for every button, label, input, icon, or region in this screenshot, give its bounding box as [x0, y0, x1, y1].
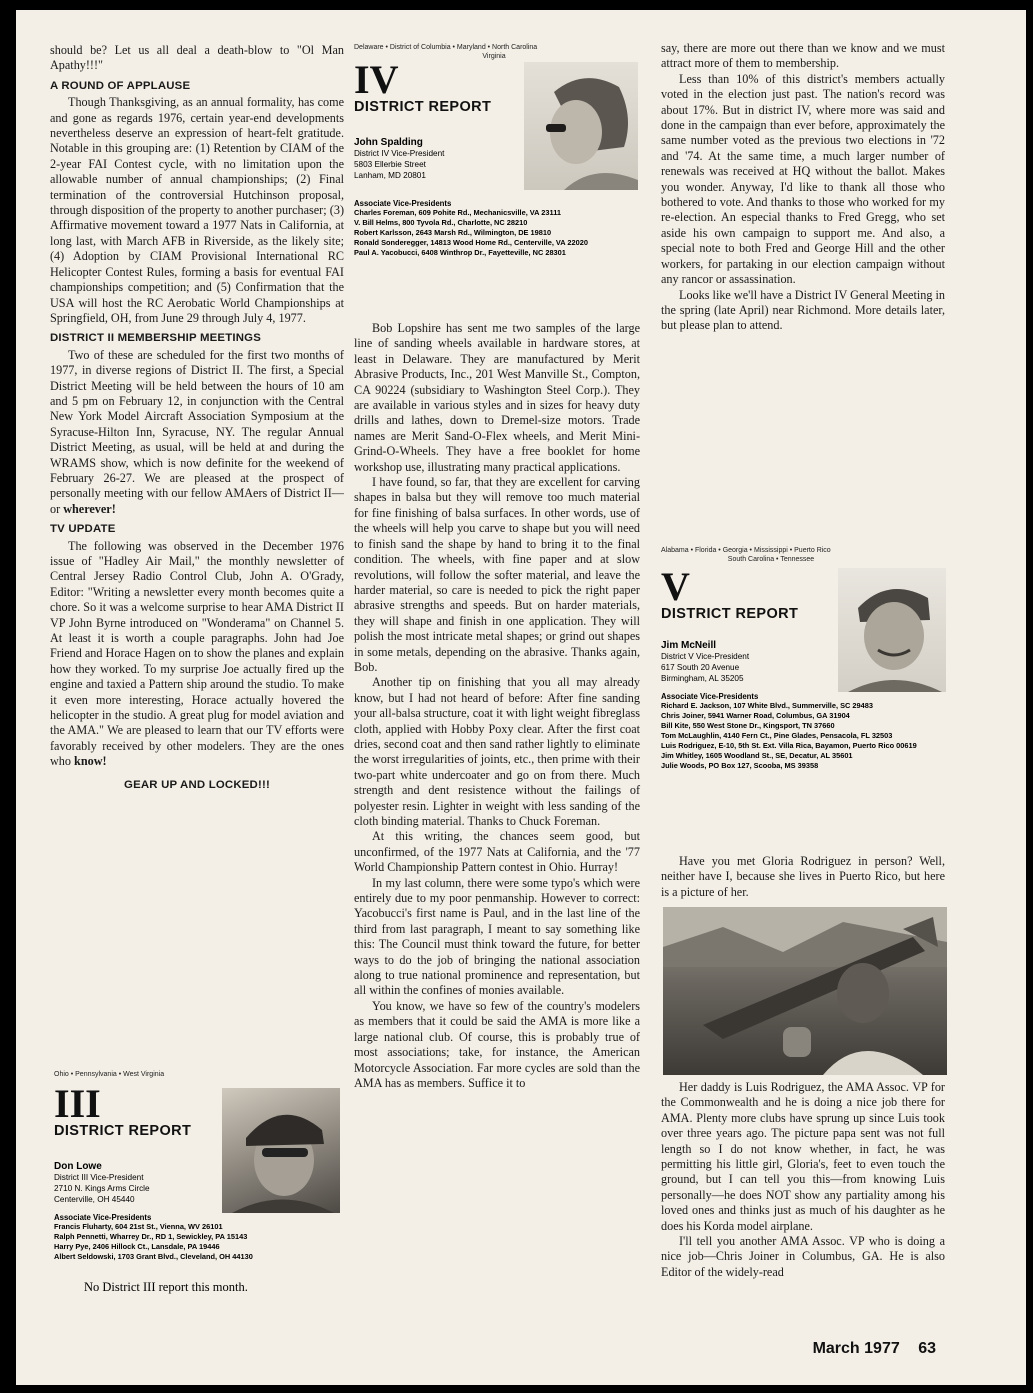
district-4-assoc-vp: Ronald Sonderegger, 14813 Wood Home Rd., Centerville, VA 22020 — [354, 238, 588, 247]
column-2 — [354, 321, 640, 1091]
district-3-assoc-heading: Associate Vice-Presidents — [54, 1213, 152, 1222]
district-4-vp-address: 5803 Ellerbie Street — [354, 160, 426, 169]
district-4-states: Delaware • District of Columbia • Maryland • North Carolina — [354, 44, 538, 51]
paragraph: Another tip on finishing that you all may already know, but I had not heard of before: After fine sanding your all-balsa structure, coat it with light weight fibreglass cloth, applied with Hobby Poxy clear. After the first coat dries, second coat and then sand rather lightly to eliminate the worst irregularities of joints, etc., then prime with their two-part white undercoater and go on from there. Much strength and dent resistence without the failings of polyester resin. Lighter in weight with less sanding of the cloth binding material. Thanks to Chuck Foreman. — [354, 675, 640, 828]
paragraph: I have found, so far, that they are excellent for carving shapes in balsa but they will remove too much material for fine finishing of balsa surfaces. In other words, use of the wheels will help you carve to shape but you will need to finish sand the shape by hand to bring it to the final condition. The wheels, with fine paper and at slow revolutions, will follow the softer material, and leave the harder material, so care is needed to pick the right paper abrasive strengths and speeds. But on harder materials, they will shape and finish in one application. They will polish the most intricate metal shapes; or grind out shapes in some metals, depending on the abrasive. Thanks again, Bob. — [354, 475, 640, 674]
gloria-rodriguez-photo — [663, 907, 947, 1075]
district-5-states: Alabama • Florida • Georgia • Mississippi • Puerto Rico — [661, 547, 831, 554]
district-3-assoc-vp: Albert Seldowski, 1703 Grant Blvd., Cleveland, OH 44130 — [54, 1252, 253, 1261]
district-5-assoc-vp: Richard E. Jackson, 107 White Blvd., Summerville, SC 29483 — [661, 701, 873, 710]
district-5-vp-photo — [838, 568, 946, 692]
heading-tv-update: TV UPDATE — [50, 523, 116, 536]
district-4-vp-role: District IV Vice-President — [354, 149, 445, 158]
paragraph: You know, we have so few of the country's modelers as members that it could be said the AMA is more like a large national club. Of course, this is probably true of most associations; take, for instance, the American Motorcycle Association. Far more cycles are sold than the AMA has as members. Suffice it to — [354, 998, 640, 1090]
paragraph: Looks like we'll have a District IV General Meeting in the spring (late April) near Richmond. More details later, but please plan to attend. — [661, 287, 945, 333]
district-3-states: Ohio • Pennsylvania • West Virginia — [54, 1071, 165, 1078]
paragraph: Less than 10% of this district's members actually voted in the election just past. The nation's record was about 17%. But in district IV, where more was said and done in the campaign than ever before, approximately the same number voted as the previous two elections in '72 and '74. At the same time, a much larger number of renewals was received at HQ without the ballot. Makes you wonder. Anyway, I'd like to thank all those who bothered to vote. And thanks to those who worked for my re-election. An especial thanks to Fred Gregg, who set aside his own campaign to support me. And also, a special note to both Fred and George Hill and the other workers, for partaking in our election campaign without any rancor or assassination. — [661, 71, 945, 287]
column-3-bottom — [661, 854, 945, 900]
paragraph — [50, 539, 344, 770]
paragraph: Bob Lopshire has sent me two samples of the large line of sanding wheels available in hardware stores, at least in Delaware. They are manufactured by Merit Abrasive Products, Inc., 201 West Manville St., Compton, CA 90224 (subsidiary to Washington Steel Corp.). They are available in various styles and in sizes for heavy duty drills and lathes, down to Dremel-size motors. Trade names are Merit Sand-O-Flex wheels, and Merit Mini-Grind-O-Wheels. They have a free booklet for home workshop use, illustrating many practical applications. — [354, 321, 640, 474]
paragraph: say, there are more out there than we know and we must attract more of them to membership. — [661, 41, 945, 71]
paragraph: In my last column, there were some typo's which were entirely due to my poor penmanship. However to correct: Yacobucci's first name is Paul, and in the last line of the third from last paragraph, I meant to say something like this: The Council must think toward the future, for better ways to do the job of bringing the national association along to true national prominence and representation, but all within the confines of monies available. — [354, 875, 640, 998]
heading-round-of-applause: A ROUND OF APPLAUSE — [50, 79, 191, 92]
district-4-assoc-vp: Charles Foreman, 609 Pohite Rd., Mechanicsville, VA 23111 — [354, 208, 562, 217]
photo-girl-with-model-airplane — [663, 907, 947, 1075]
district-3-assoc-vp: Harry Pye, 2406 Hillock Ct., Lansdale, PA 19446 — [54, 1242, 220, 1251]
district-5-numeral: V — [661, 564, 690, 609]
district-4-vp-city: Lanham, MD 20801 — [354, 171, 426, 180]
district-4-assoc-vp: Paul A. Yacobucci, 6408 Winthrop Dr., Fayetteville, NC 28301 — [354, 248, 566, 257]
district-4-numeral: IV — [354, 57, 399, 102]
intro-paragraph: should be? Let us all deal a death-blow to "Ol Man Apathy!!!" — [50, 43, 344, 73]
district-5-assoc-vp: Julie Woods, PO Box 127, Scooba, MS 39358 — [661, 761, 819, 770]
paragraph: At this writing, the chances seem good, but unconfirmed, of the 1977 Nats at California, and the '77 World Championship Pattern contest in Ohio. Hurray! — [354, 829, 640, 875]
district-3-numeral: III — [54, 1081, 101, 1126]
district-4-assoc-vp: V. Bill Helms, 800 Tyvola Rd., Charlotte, NC 28210 — [354, 218, 528, 227]
heading-membership-meetings: DISTRICT II MEMBERSHIP MEETINGS — [50, 332, 262, 345]
portrait-smiling-man — [838, 568, 946, 692]
paragraph-emphasis: know! — [74, 754, 107, 769]
district-3-vp-role: District III Vice-President — [54, 1173, 144, 1182]
district-3-note: No District III report this month. — [84, 1280, 248, 1294]
column-3-end — [661, 1080, 945, 1280]
district-3-assoc-vp: Ralph Pennetti, Wharrey Dr., RD 1, Sewickley, PA 15143 — [54, 1232, 248, 1241]
district-5-assoc-heading: Associate Vice-Presidents — [661, 692, 759, 701]
issue-date: March 1977 — [812, 1340, 900, 1357]
district-5-vp-role: District V Vice-President — [661, 652, 750, 661]
district-3-vp-address: 2710 N. Kings Arms Circle — [54, 1184, 150, 1193]
paragraph: I'll tell you another AMA Assoc. VP who is doing a nice job—Chris Joiner in Columbus, GA. He is also Editor of the widely-read — [661, 1234, 945, 1279]
district-5-assoc-vp: Jim Whitley, 1605 Woodland St., SE, Decatur, AL 35601 — [661, 751, 853, 760]
district-5-assoc-vp: Chris Joiner, 5941 Warner Road, Columbus, GA 31904 — [661, 711, 850, 720]
portrait-man-profile — [524, 62, 638, 190]
portrait-capped-man — [222, 1088, 340, 1213]
district-3-vp-photo — [222, 1088, 340, 1213]
district-3-title: DISTRICT REPORT — [54, 1123, 192, 1139]
district-3-vp-city: Centerville, OH 45440 — [54, 1195, 135, 1204]
district-3-assoc-vp: Francis Fluharty, 604 21st St., Vienna, WV 26101 — [54, 1222, 223, 1231]
district-5-assoc-vp: Bill Kite, 550 West Stone Dr., Kingsport, TN 37660 — [661, 721, 835, 730]
district-4-vp-name: John Spalding — [354, 137, 423, 148]
column-3-top — [661, 41, 945, 334]
paragraph: Though Thanksgiving, as an annual formality, has come and gone as regards 1976, certain year-end developments nevertheless deserve an expression of heart-felt gratitude. Notable in this grouping are: (1) Retention by CIAM of the 2-year FAI Contest cycle, with no limitation upon the allowable number of annual championships; (2) Final termination of the controversial Hutchinson proposal, through disposition of the property to another purchaser; (3) Affirmative movement toward a 1977 Nats in California, at long last, with March AFB in Riverside, as the likely site; (4) Adoption by CIAM Provisional International RC Helicopter Contest Rules, forming a basis for eventual FAI championships competition; and (5) Confirmation that the USA will host the RC Aerobatic World Championships at Springfield, OH, from June 29 through July 4, 1977. — [50, 95, 344, 325]
page-number: 63 — [918, 1340, 936, 1357]
paragraph-emphasis: wherever! — [63, 501, 116, 516]
page-footer — [813, 1340, 936, 1358]
paragraph-text: The following was observed in the December 1976 issue of "Hadley Air Mail," the monthly newsletter of Central Jersey Radio Control Club, John A. O'Grady, Editor: "Writing a newsletter every month becomes quite a chore. So it was a welcome surprise to hear AMA District II VP John Byrne introduced on "Wonderama" on Channel 5. At least it is worth a couple paragraphs. John had Joe Friend and Horace Hagen on to show the planes and explain how they worked. To my surprise Joe actually fired up the engine and taxied a Pattern ship around the studio. To make it even more interesting, Horace actually hovered the helicopter in the studio. A great plug for model aviation and the AMA." We are pleased to learn that our TV efforts were favorably received by other modelers. They are the ones who — [50, 538, 344, 769]
district-5-states-2: South Carolina • Tennessee — [727, 556, 815, 563]
district-4-states-2: Virginia — [482, 53, 506, 60]
paragraph-text: Two of these are scheduled for the first two months of 1977, in diverse regions of District II. The first, a Special District Meeting will be held between the hours of 10 am and 5 pm on February 12, in conjunction with the Central New York Model Aircraft Association Symposium at the Syracuse-Hilton Inn, Syracuse, NY. The regular Annual District Meeting, as usual, will be held at and during the WRAMS show, which is now definite for the weekend of February 26-27. We are pleased at the prospect of personally meeting with our fellow AMAers of District II—or — [50, 347, 344, 516]
district-5-vp-address: 617 South 20 Avenue — [661, 663, 740, 672]
district-4-assoc-heading: Associate Vice-Presidents — [354, 199, 452, 208]
paragraph — [50, 348, 344, 517]
district-4-vp-photo — [524, 62, 638, 190]
district-5-vp-city: Birmingham, AL 35205 — [661, 674, 744, 683]
district-5-assoc-vp: Luis Rodriguez, E-10, 5th St. Ext. Villa Rica, Bayamon, Puerto Rico 00619 — [661, 741, 917, 750]
district-4-title: DISTRICT REPORT — [354, 99, 492, 115]
district-5-assoc-vp: Tom McLaughlin, 4140 Fern Ct., Pine Glades, Pensacola, FL 32503 — [661, 731, 893, 740]
column-1 — [50, 43, 344, 794]
paragraph: Her daddy is Luis Rodriguez, the AMA Assoc. VP for the Commonwealth and he is doing a nice job there for AMA. Plenty more clubs have sprung up since Luis took over three years ago. The picture papa sent was not full length so I do not know whether, in fact, he was permitting his little girl, Gloria's, feet to even touch the ground, but I can tell you this—from knowing Luis personally—he does NOT show any partiality among his loved ones and thinks just as much of his daughter as he does his Korda model airplane. — [661, 1080, 945, 1233]
district-5-vp-name: Jim McNeill — [661, 640, 717, 651]
district-5-title: DISTRICT REPORT — [661, 606, 799, 622]
district-4-assoc-vp: Robert Karlsson, 2643 Marsh Rd., Wilmington, DE 19810 — [354, 228, 552, 237]
district-3-vp-name: Don Lowe — [54, 1161, 102, 1172]
magazine-page — [16, 10, 1026, 1385]
closing-line: GEAR UP AND LOCKED!!! — [124, 778, 270, 791]
paragraph: Have you met Gloria Rodriguez in person? Well, neither have I, because she lives in Puerto Rico, but here is a picture of her. — [661, 854, 945, 899]
